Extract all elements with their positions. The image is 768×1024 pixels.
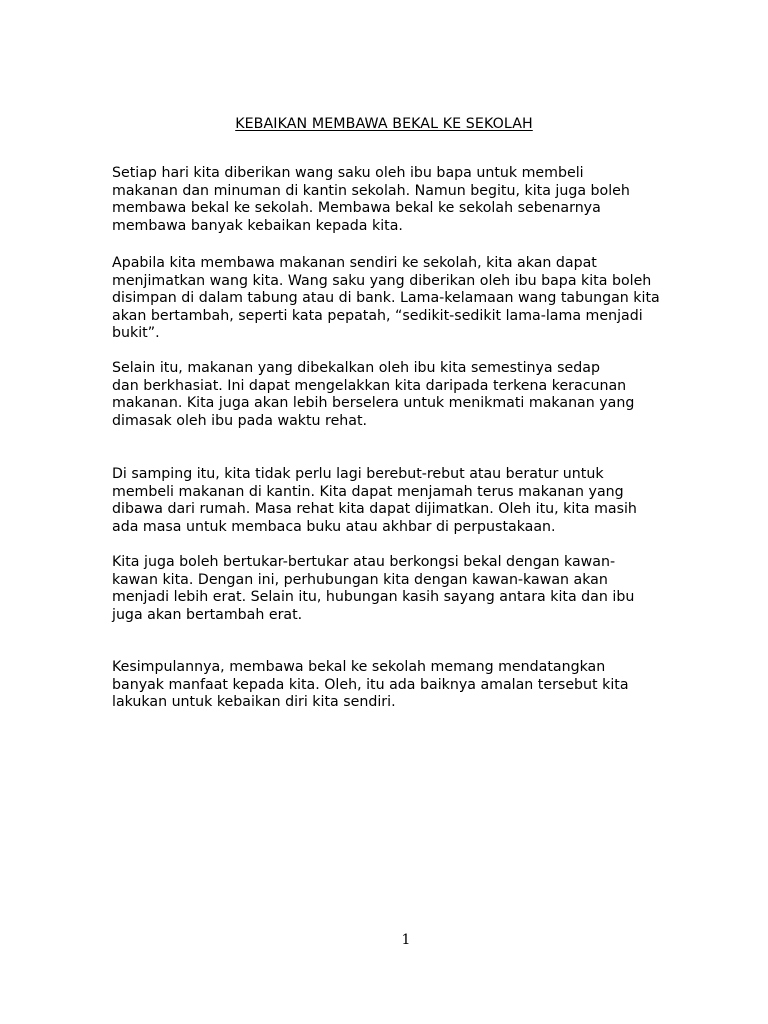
paragraph-line: akan bertambah, seperti kata pepatah, “sedikit-sedikit lama-lama menjadi [112, 307, 643, 324]
paragraph-line: membeli makanan di kantin. Kita dapat menjamah terus makanan yang [112, 483, 624, 500]
paragraph-2 [112, 255, 702, 343]
paragraph-line: dimasak oleh ibu pada waktu rehat. [112, 412, 368, 429]
paragraph-line: menjadi lebih erat. Selain itu, hubungan kasih sayang antara kita dan ibu [112, 589, 635, 606]
paragraph-line: ada masa untuk membaca buku atau akhbar di perpustakaan. [112, 518, 556, 535]
paragraph-6 [112, 659, 702, 712]
paragraph-5 [112, 554, 702, 624]
paragraph-line: membawa bekal ke sekolah. Membawa bekal ke sekolah sebenarnya [112, 200, 601, 217]
paragraph-line: disimpan di dalam tabung atau di bank. Lama-kelamaan wang tabungan kita [112, 290, 660, 307]
paragraph-line: membawa banyak kebaikan kepada kita. [112, 217, 403, 234]
paragraph-line: juga akan bertambah erat. [112, 606, 303, 623]
paragraph-line: lakukan untuk kebaikan diri kita sendiri. [112, 694, 396, 711]
paragraph-line: Setiap hari kita diberikan wang saku oleh ibu bapa untuk membeli [112, 165, 584, 181]
paragraph-line: Kesimpulannya, membawa bekal ke sekolah memang mendatangkan [112, 659, 606, 675]
paragraph-3 [112, 360, 702, 430]
paragraph-line: dan berkhasiat. Ini dapat mengelakkan kita daripada terkena keracunan [112, 377, 627, 394]
paragraph-line: Selain itu, makanan yang dibekalkan oleh ibu kita semestinya sedap [112, 360, 600, 376]
paragraph-line: makanan. Kita juga akan lebih berselera untuk menikmati makanan yang [112, 395, 635, 412]
paragraph-line: banyak manfaat kepada kita. Oleh, itu ada baiknya amalan tersebut kita [112, 676, 629, 693]
paragraph-line: Kita juga boleh bertukar-bertukar atau berkongsi bekal dengan kawan- [112, 554, 616, 570]
paragraph-line: bukit”. [112, 325, 160, 342]
paragraph-1 [112, 165, 702, 235]
paragraph-line: dibawa dari rumah. Masa rehat kita dapat dijimatkan. Oleh itu, kita masih [112, 501, 637, 518]
page-number: 1 [401, 932, 411, 948]
document-title: KEBAIKAN MEMBAWA BEKAL KE SEKOLAH [235, 116, 533, 132]
paragraph-line: menjimatkan wang kita. Wang saku yang diberikan oleh ibu bapa kita boleh [112, 272, 652, 289]
paragraph-line: makanan dan minuman di kantin sekolah. Namun begitu, kita juga boleh [112, 182, 630, 199]
paragraph-4 [112, 466, 702, 536]
paragraph-line: Di samping itu, kita tidak perlu lagi berebut-rebut atau beratur untuk [112, 466, 604, 482]
paragraph-line: kawan kita. Dengan ini, perhubungan kita dengan kawan-kawan akan [112, 571, 608, 588]
paragraph-line: Apabila kita membawa makanan sendiri ke sekolah, kita akan dapat [112, 255, 597, 271]
